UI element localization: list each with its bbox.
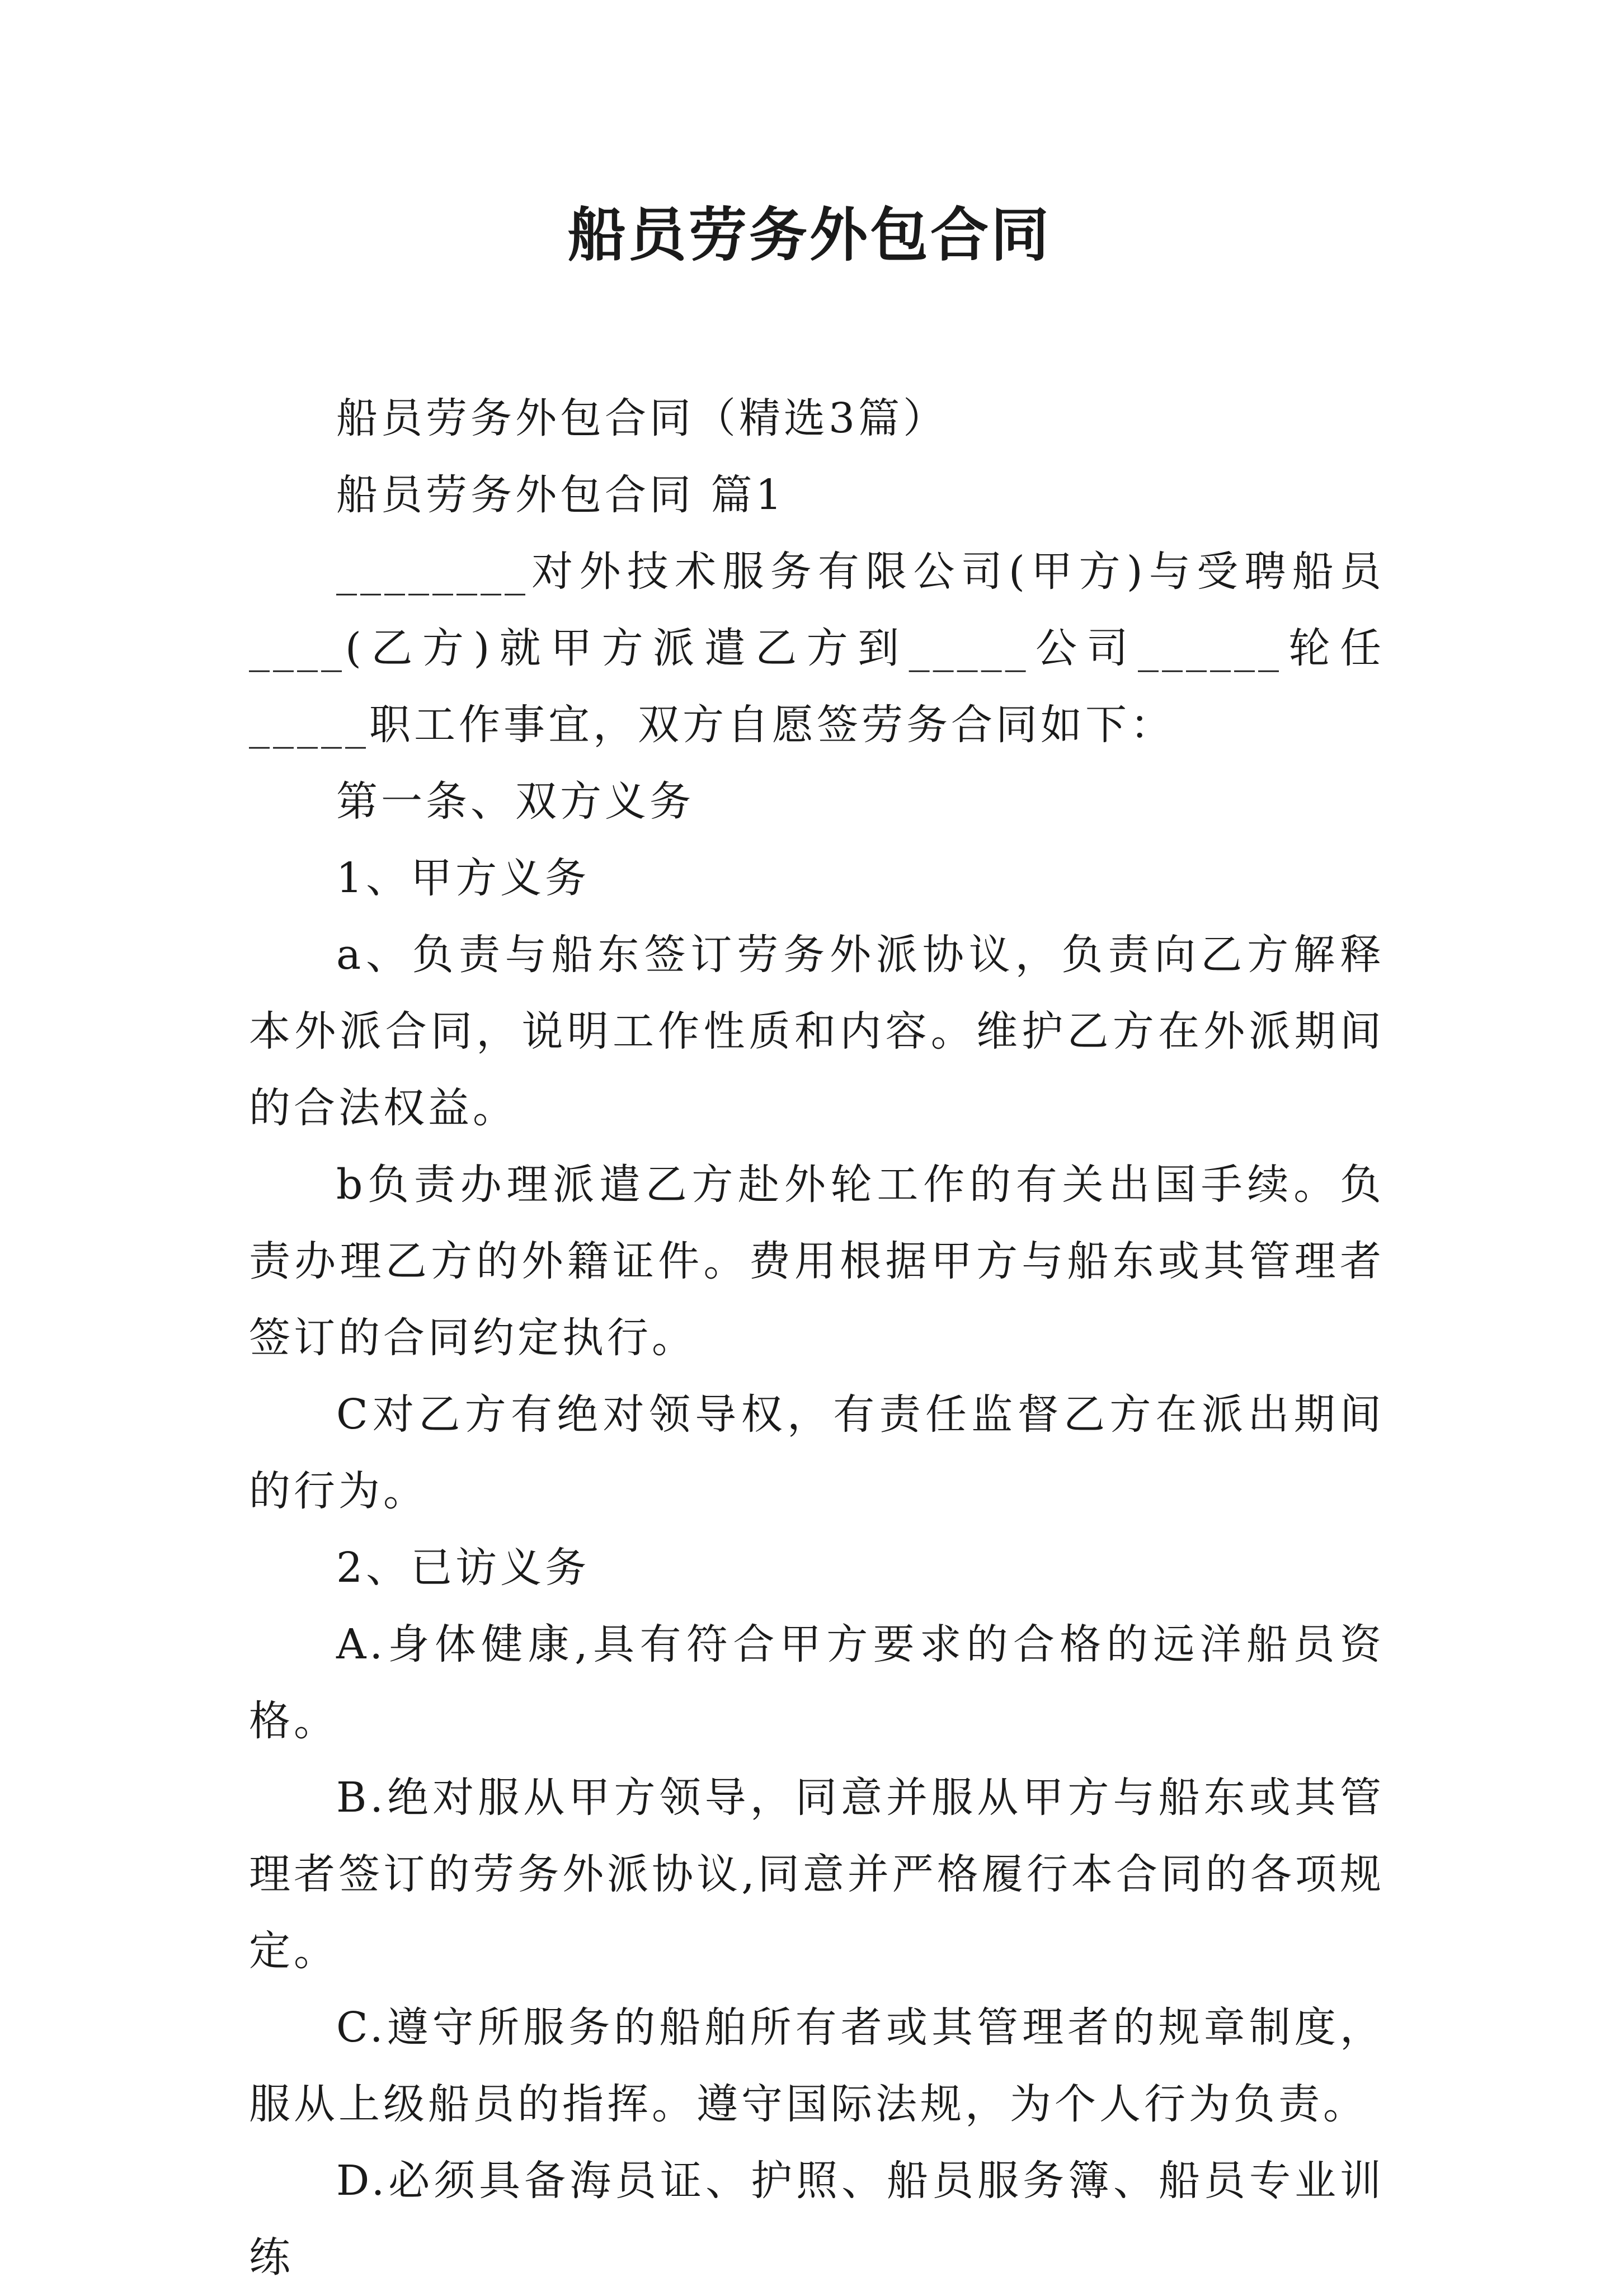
paragraph-party-a-item-a: a、负责与船东签订劳务外派协议，负责向乙方解释本外派合同，说明工作性质和内容。维护乙方在外派期间的合法权益。 [249,931,1385,1132]
paragraph-party-b-item-b: B.绝对服从甲方领导，同意并服从甲方与船东或其管理者签订的劳务外派协议,同意并严格履行本合同的各项规定。 [249,1774,1385,1975]
paragraph-party-b-item-c: C.遵守所服务的船舶所有者或其管理者的规章制度，服从上级船员的指挥。遵守国际法规，为个人行为负责。 [249,2003,1385,2128]
paragraph-party-a-heading: 1、甲方义务 [336,854,590,902]
paragraph-party-b-item-d: D.必须具备海员证、护照、船员服务簿、船员专业训练 [249,2157,1385,2281]
paragraph-section-heading: 船员劳务外包合同 篇1 [336,471,785,519]
paragraph-party-b-heading: 2、已访义务 [336,1544,590,1592]
paragraph-subtitle: 船员劳务外包合同（精选3篇） [336,394,948,442]
paragraph-party-a-item-c: C对乙方有绝对领导权，有责任监督乙方在派出期间的行为。 [249,1390,1385,1515]
document-body [249,380,1385,2296]
document-title: 船员劳务外包合同 [567,200,1051,269]
paragraph-article-1-heading: 第一条、双方义务 [336,777,694,826]
paragraph-party-b-item-a: A.身体健康,具有符合甲方要求的合格的远洋船员资格。 [249,1620,1385,1745]
paragraph-party-a-item-b: b负责办理派遣乙方赴外轮工作的有关出国手续。负责办理乙方的外籍证件。费用根据甲方与船东或其管理者签订的合同约定执行。 [249,1161,1385,1362]
paragraph-preamble: ________对外技术服务有限公司(甲方)与受聘船员____(乙方)就甲方派遣乙方到_____公司______轮任_____职工作事宜，双方自愿签劳务合同如下： [249,548,1385,749]
